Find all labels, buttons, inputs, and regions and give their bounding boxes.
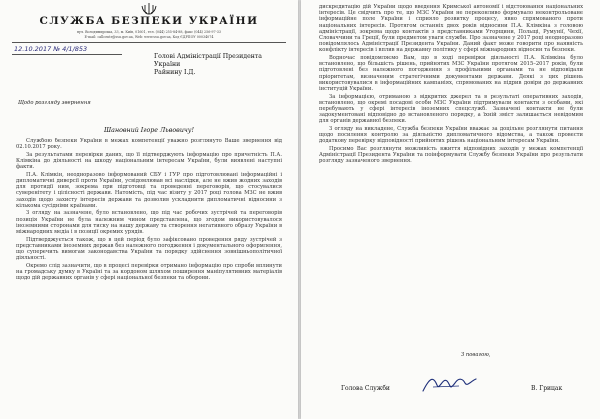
org-name: СЛУЖБА БЕЗПЕКИ УКРАЇНИ xyxy=(39,15,259,27)
body-paragraph: Окремо слід зазначити, що в процесі перевірки отримано інформацію про спроби вплинути на громадську думку в Україні та за кордоном шляхом поширення маніпулятивних матеріалів щодо дій державних органів у сфері національної безпеки та оборони. xyxy=(16,262,282,282)
body-paragraph: дискредитацію дій України щодо введення Кримської автономії і відстоювання національних інтересів. Це свідчить про те, що МЗС України не переконливо формувало неконтрольоване інформаційне поле України і сприяло розвитку процесу, явно спрямованого проти національних інтересів. Протягом останніх двох років відносини П.А. Клімкіна з головою адміністрації, зокрема щодо контактів з представниками Угорщини, Польщі, Румунії, Чехії, Словаччини та Греції, були предметом уваги служби. Про зазначене у 2017 році неодноразово повідомлялось Адміністрації Президента України. Даний факт може говорити про наявність конфлікту інтересів і вплив на державну політику у сфері міжнародних відносин та безпеки. xyxy=(319,4,583,54)
body-paragraph: Водночас повідомляємо Вам, що в ході перевірки діяльності П.А. Клімкіна було встановлено, що більшість рішень, прийнятих МЗС України протягом 2015–2017 років, були підготовлені без належного погодження з профільними органами та не відповідали пріоритетам, визначеним стратегічними документами держави. Деякі з цих рішень використовувалися в інформаційних кампаніях, спрямованих на підрив довіри до державних інституцій України. xyxy=(319,55,583,93)
body-paragraph: Підтверджується також, що в цей період було зафіксовано проведення ряду зустрічей з представниками іноземних держав без належного погодження і документального оформлення, що суперечить вимогам законодавства України та порядку здійснення зовнішньополітичної діяльності. xyxy=(16,236,282,262)
reference-underline xyxy=(12,54,122,55)
handwritten-signature-icon xyxy=(419,371,479,397)
subject-line: Щодо розгляду звернення xyxy=(18,100,91,106)
letter-page-2 xyxy=(301,0,600,419)
address-line: вул. Володимирська, 33, м. Київ, 01601, тел. (044) 255-84-88, факс (044) 256-97-33 xyxy=(77,30,221,34)
signatory-name: В. Грицак xyxy=(531,385,563,392)
letter-body-page-1 xyxy=(16,138,282,419)
letter-body-page-2 xyxy=(319,4,583,344)
reference-number: 12.10.2017 № 4/1/853 xyxy=(14,45,88,53)
recipient-block xyxy=(154,53,289,77)
body-paragraph: За інформацією, отриманою з відкритих джерел та в результаті оперативних заходів, встановлено, що окремі посадові особи МЗС України підтримували контакти з особами, які перебувають у сфері інтересів іноземних спецслужб. Зазначені контакти не були задокументовані відповідно до встановленого порядку, а їхній зміст залишається невідомим для органів державної безпеки. xyxy=(319,93,583,125)
closing: З повагою, xyxy=(461,352,491,358)
salutation: Шановний Ігоре Львовичу! xyxy=(104,127,194,134)
letter-page-1 xyxy=(0,0,298,419)
body-paragraph: За результатами перевірки даних, що її підтверджують інформацію про причетність П.А. Клімкіна до діяльності на шкоду національним інтересам України, були виявлені наступні факти. xyxy=(16,151,282,171)
body-paragraph: З огляду на зазначене, було встановлено, що під час робочих зустрічей та переговорів позиція України не була належним чином представлена, що згодом використовувалося іноземними сторонами для тиску на нашу державу та створення негативного образу України в міжнародних медіа і в позиції окремих урядів. xyxy=(16,210,282,236)
letterhead-divider xyxy=(12,42,286,43)
body-paragraph: П.А. Клімкін, неодноразово інформований СБУ і ГУР про підготовлювані інформаційні і дипломатичні диверсії проти України, усвідомлював всі наслідки, але не вжив жодних заходів для протидії ним, зокрема при підготовці та проведенні переговорів, що стосувалися суверенітету і цілісності держави. Натомість, під час візиту у 2017 році голова МЗС не вжив заходів щодо захисту інтересів держави та дозволив ускладнити дипломатичні відносини з кількома сусідніми країнами. xyxy=(16,171,282,209)
recipient-name: Райнину І.Д. xyxy=(154,69,196,76)
body-paragraph: Просимо Вас розглянути можливість вжиття відповідних заходів у межах компетенції Адміністрації Президента України та поінформувати Службу безпеки України про результати розгляду зазначеного звернення. xyxy=(319,146,583,165)
address-line: E-mail: callcentr@ssu.gov.ua, Web: www.ssu.gov.ua, Код ЄДРПОУ 00034074 xyxy=(84,35,214,39)
signatory-title: Голова Служби xyxy=(341,385,390,392)
body-paragraph: Службою безпеки України в межах компетенції уважно розглянуто Ваше звернення від 02.10.2017 року. xyxy=(16,138,282,151)
trident-emblem-icon xyxy=(139,3,159,15)
body-paragraph: З огляду на викладене, Служба безпеки України вважає за доцільне розглянути питання щодо посилення контролю за діяльністю дипломатичного відомства, а також провести додаткову перевірку відповідності прийнятих рішень національним інтересам України. xyxy=(319,126,583,145)
recipient-title: Голові Адміністрації Президента України xyxy=(154,53,262,68)
